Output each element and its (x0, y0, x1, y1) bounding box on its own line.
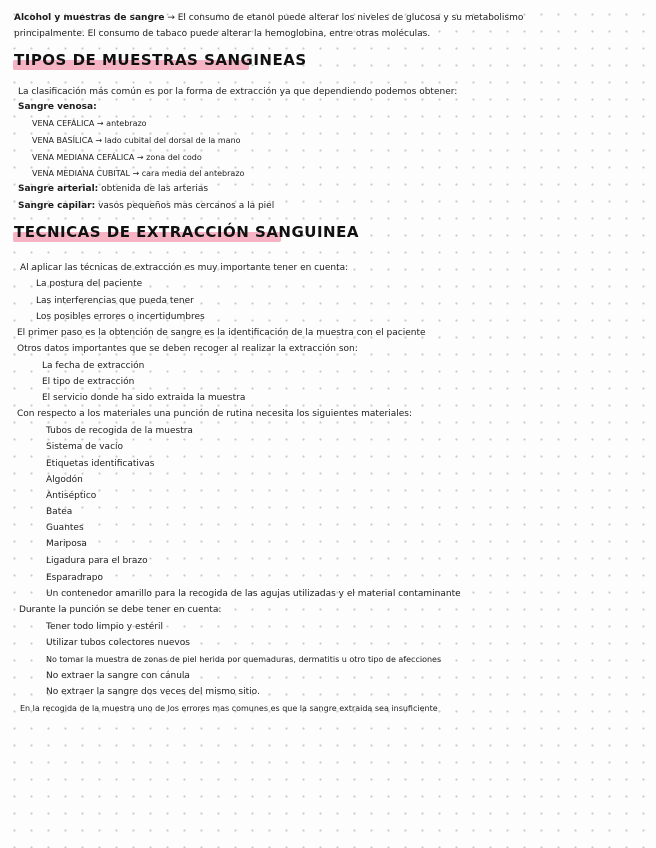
p4-item-7: Mariposa (46, 539, 87, 549)
vena-item-0: VENA CEFÁLICA → antebrazo (32, 119, 147, 128)
p2: El primer paso es la obtención de sangre es la identificación de la muestra con el paciente (17, 328, 426, 338)
p5: Durante la punción se debe tener en cuenta: (19, 605, 222, 615)
p4-item-1: Sistema de vacío (46, 442, 124, 452)
section1-title: TIPOS DE MUESTRAS SANGINEAS (14, 51, 307, 69)
p4-item-5: Batea (46, 507, 73, 517)
p5-item-2: No tomar la muestra de zonas de piel herida por quemaduras, dermatitis u otro tipo de afecciones (46, 655, 442, 664)
p6: En la recogida de la muestra uno de los errores mas comunes es que la sangre extraida sea insuficiente (20, 704, 438, 713)
arrow-icon: → (167, 13, 175, 23)
intro-text-1: El consumo de etanol puede alterar los niveles de glucosa y su metabolismo (177, 13, 524, 23)
p4-item-2: Etiquetas identificativas (46, 459, 155, 469)
intro-line-1 (14, 12, 523, 24)
p4: Con respecto a los materiales una punción de rutina necesita los siguientes materiales: (17, 409, 412, 419)
p4-item-3: Algodón (46, 475, 83, 485)
p5-item-0: Tener todo limpio y estéril (46, 622, 163, 632)
section1-intro: La clasificación más común es por la forma de extracción ya que dependiendo podemos obtener: (18, 87, 458, 97)
p4-item-6: Guantes (46, 523, 84, 533)
p4-item-0: Tubos de recogida de la muestra (46, 426, 193, 436)
arterial-text: obtenida de las arterias (101, 184, 209, 194)
p5-item-3: No extraer la sangre con cánula (46, 671, 190, 681)
p4-item-8: Ligadura para el brazo (46, 556, 148, 566)
arterial-label: Sangre arterial: (18, 184, 99, 194)
p1: Al aplicar las técnicas de extracción es muy importante tener en cuenta: (20, 263, 349, 273)
p4-item-9: Esparadrapo (46, 573, 103, 583)
p5-item-4: No extraer la sangre dos veces del mismo sitio. (46, 687, 260, 697)
capilar-line (18, 200, 274, 212)
venosa-label: Sangre venosa: (18, 102, 97, 112)
p1-item-0: La postura del paciente (36, 279, 143, 289)
vena-item-2: VENA MEDIANA CEFÁLICA → zona del codo (32, 153, 202, 162)
p1-item-2: Los posibles errores o incertidumbres (36, 312, 205, 322)
p3: Otros datos importantes que se deben recoger al realizar la extracción son: (17, 344, 358, 354)
p5-item-1: Utilizar tubos colectores nuevos (46, 638, 190, 648)
intro-text-2: principalmente. El consumo de tabaco puede alterar la hemoglobina, entre otras moléculas. (14, 29, 431, 39)
p4-item-10: Un contenedor amarillo para la recogida de las agujas utilizadas y el material contaminante (46, 589, 461, 599)
section2-title: TECNICAS DE EXTRACCIÓN SANGUINEA (14, 223, 359, 241)
p3-item-1: El tipo de extracción (42, 377, 135, 387)
p3-item-0: La fecha de extracción (42, 361, 145, 371)
capilar-label: Sangre capilar: (18, 201, 96, 211)
capilar-text: vasos pequeños mas cercanos a la piel (98, 201, 275, 211)
arterial-line (18, 183, 208, 195)
intro-bold-title: Alcohol y muestras de sangre (14, 13, 165, 23)
p1-item-1: Las interferencias que pueda tener (36, 296, 194, 306)
vena-item-1: VENA BASÍLICA → lado cubital del dorsal de la mano (32, 136, 241, 145)
p3-item-2: El servicio donde ha sido extraida la muestra (42, 393, 246, 403)
p4-item-4: Antiséptico (46, 491, 97, 501)
vena-item-3: VENA MEDIANA CUBITAL → cara media del antebrazo (32, 169, 245, 178)
